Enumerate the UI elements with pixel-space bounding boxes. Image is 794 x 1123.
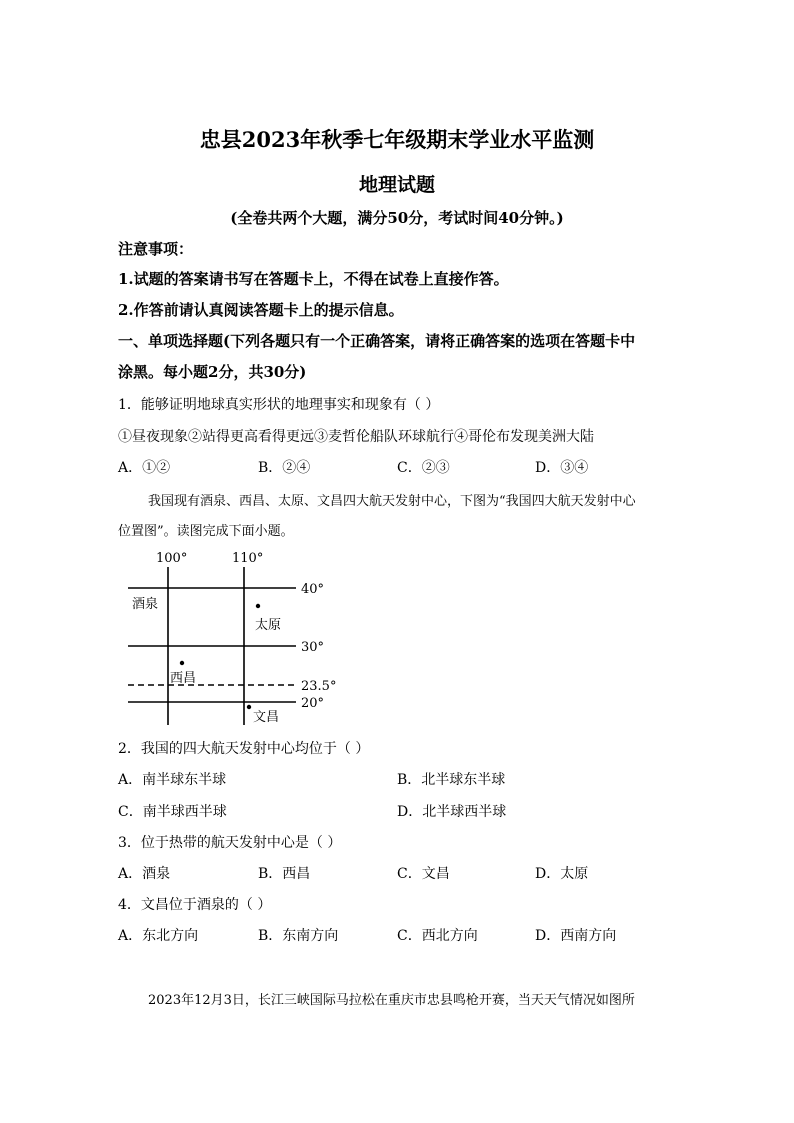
latitude-label-30: 30° bbox=[301, 640, 325, 655]
question-1-option-c: C．②③ bbox=[397, 460, 450, 476]
question-3-option-a: A．酒泉 bbox=[118, 866, 171, 882]
taiyuan-dot bbox=[256, 604, 260, 608]
material-line-1: 我国现有酒泉、西昌、太原、文昌四大航天发射中心，下图为“我国四大航天发射中心 bbox=[148, 494, 636, 509]
place-label-wenchang: 文昌 bbox=[253, 710, 280, 725]
question-1-option-b: B．②④ bbox=[258, 460, 311, 476]
notice-item-1: 1.试题的答案请书写在答题卡上，不得在试卷上直接作答。 bbox=[118, 270, 509, 288]
question-4-option-a: A．东北方向 bbox=[118, 928, 199, 944]
longitude-label-110: 110° bbox=[232, 551, 264, 566]
question-4-option-b: B．东南方向 bbox=[258, 928, 339, 944]
question-4-option-d: D．西南方向 bbox=[535, 928, 617, 944]
subject-title: 地理试题 bbox=[358, 174, 435, 196]
question-1-option-a: A．①② bbox=[118, 460, 171, 476]
notice-item-2: 2.作答前请认真阅读答题卡上的提示信息。 bbox=[118, 301, 404, 319]
question-2-option-b: B．北半球东半球 bbox=[397, 772, 506, 788]
exam-title: 忠县2023年秋季七年级期末学业水平监测 bbox=[199, 127, 595, 152]
section-heading-line-2: 涂黑。每小题2分，共30分) bbox=[118, 363, 307, 381]
question-1-statements: ①昼夜现象②站得更高看得更远③麦哲伦船队环球航行④哥伦布发现美洲大陆 bbox=[118, 429, 594, 445]
material-line-2: 位置图”。读图完成下面小题。 bbox=[118, 524, 294, 539]
place-label-taiyuan: 太原 bbox=[255, 618, 282, 633]
question-4-stem: 4．文昌位于酒泉的（ ） bbox=[118, 897, 272, 913]
question-2-option-c: C．南半球西半球 bbox=[118, 804, 227, 820]
question-1-option-d: D．③④ bbox=[535, 460, 589, 476]
latitude-label-20: 20° bbox=[301, 696, 325, 711]
section-heading-line-1: 一、单项选择题(下列各题只有一个正确答案，请将正确答案的选项在答题卡中 bbox=[118, 332, 636, 350]
place-label-jiuquan: 酒泉 bbox=[132, 597, 159, 612]
launch-center-location-map bbox=[120, 545, 350, 725]
place-label-xichang: 西昌 bbox=[170, 671, 197, 686]
question-3-option-d: D．太原 bbox=[535, 866, 589, 882]
marathon-material-text: 2023年12月3日，长江三峡国际马拉松在重庆市忠县鸣枪开赛，当天天气情况如图所 bbox=[148, 993, 635, 1008]
question-1-stem: 1．能够证明地球真实形状的地理事实和现象有（ ） bbox=[118, 397, 440, 413]
question-2-stem: 2．我国的四大航天发射中心均位于（ ） bbox=[118, 741, 370, 757]
notice-heading: 注意事项： bbox=[118, 240, 194, 258]
exam-note: (全卷共两个大题，满分50分，考试时间40分钟。) bbox=[230, 209, 564, 227]
question-2-option-d: D．北半球西半球 bbox=[397, 804, 507, 820]
wenchang-dot bbox=[247, 705, 251, 709]
xichang-dot bbox=[180, 661, 184, 665]
question-3-stem: 3．位于热带的航天发射中心是（ ） bbox=[118, 835, 342, 851]
question-4-option-c: C．西北方向 bbox=[397, 928, 478, 944]
latitude-label-23-5: 23.5° bbox=[301, 679, 337, 694]
question-2-option-a: A．南半球东半球 bbox=[118, 772, 227, 788]
longitude-label-100: 100° bbox=[156, 551, 188, 566]
latitude-label-40: 40° bbox=[301, 582, 325, 597]
question-3-option-b: B．西昌 bbox=[258, 866, 311, 882]
question-3-option-c: C．文昌 bbox=[397, 866, 450, 882]
